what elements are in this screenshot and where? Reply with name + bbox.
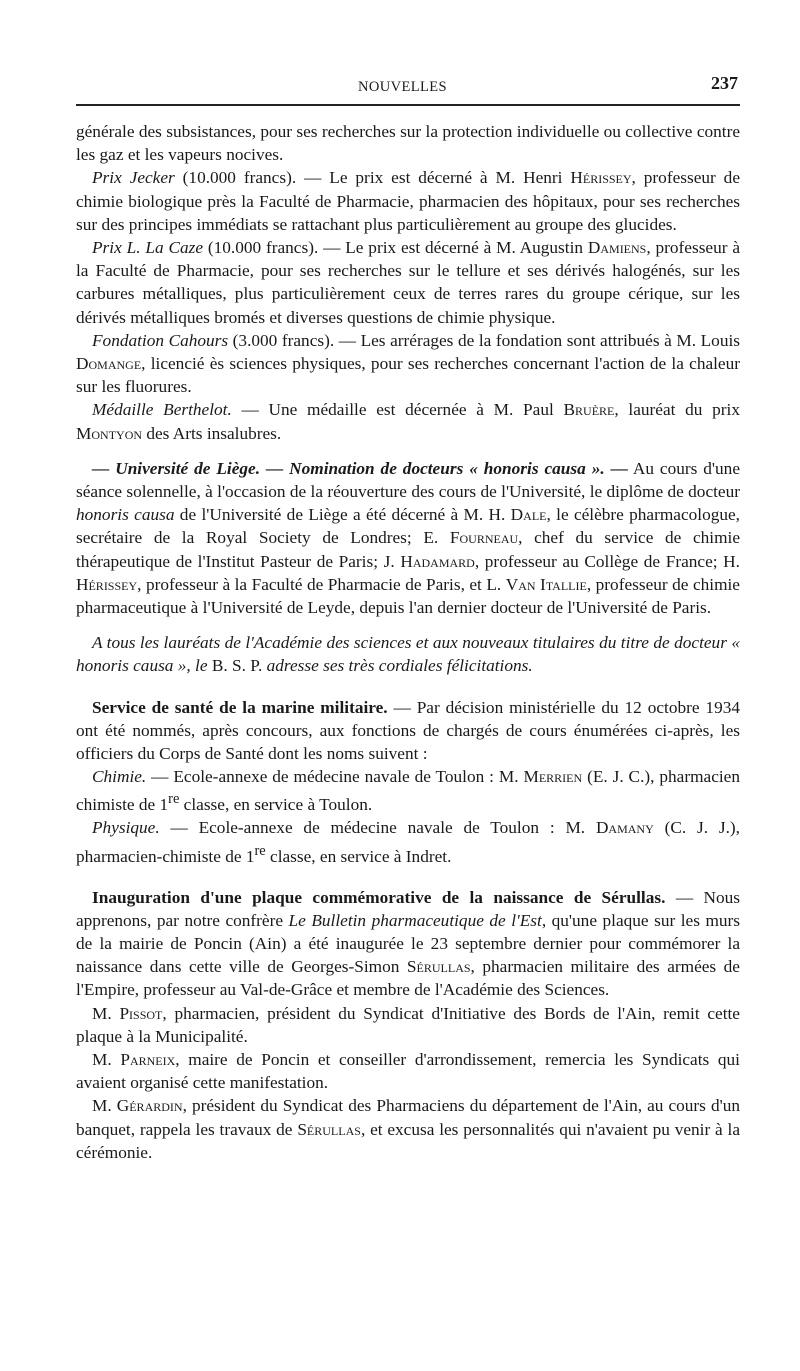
paragraph-felicitations: A tous les lauréats de l'Académie des sciences et aux nouveaux titulaires du titre de docteur « honoris causa », le B. S. P. adresse ses très cordiales félicitations.: [76, 633, 740, 676]
journal-title: Le Bulletin pharmaceutique de l'Est: [288, 910, 542, 930]
section-heading: Inauguration d'une plaque commémorative de la naissance de Sérullas.: [92, 887, 666, 907]
person-name: Merrien: [523, 767, 583, 787]
person-name: Van Itallie: [505, 574, 587, 594]
person-name: Sérullas: [406, 957, 471, 977]
paragraph-pissot: M. Pissot, pharmacien, président du Syndicat d'Initiative des Bords de l'Ain, remit cette plaque à la Municipalité.: [76, 1003, 740, 1046]
paragraph-medaille-berthelot: Médaille Berthelot. — Une médaille est décernée à M. Paul Bruère, lauréat du prix Montyon des Arts insalubres.: [76, 400, 740, 443]
prize-label: Prix Jecker: [92, 168, 175, 188]
person-name: Damany: [595, 818, 654, 838]
person-name: Hadamard: [400, 551, 475, 571]
prize-name: Montyon: [76, 423, 143, 443]
person-name: Bruère: [563, 400, 615, 420]
discipline-label: Chimie.: [92, 767, 147, 787]
prize-label: Médaille Berthelot.: [92, 400, 232, 420]
paragraph-chimie: Chimie. — Ecole-annexe de médecine navale de Toulon : M. Merrien (E. J. C.), pharmacien chimiste de 1re classe, en service à Toulon.: [76, 767, 740, 815]
person-name: Hérissey: [570, 168, 632, 188]
header-rule: [76, 104, 740, 106]
section-heading: Service de santé de la marine militaire.: [92, 697, 388, 717]
prize-label: Prix L. La Caze: [92, 238, 204, 258]
paragraph-physique: Physique. — Ecole-annexe de médecine navale de Toulon : M. Damany (C. J. J.), pharmacien-chimiste de 1re classe, en service à Indret.: [76, 818, 740, 866]
paragraph-continuation: générale des subsistances, pour ses recherches sur la protection individuelle ou collective contre les gaz et les vapeurs nocives.: [76, 122, 740, 165]
person-name: Dale: [510, 505, 547, 525]
paragraph-prix-jecker: Prix Jecker (10.000 francs). — Le prix est décerné à M. Henri Hérissey, professeur de chimie biologique près la Faculté de Pharmacie, pharmacien des hôpitaux, pour ses recherches sur des principes immédiats se rattachant plus particulièrement au groupe des glucides.: [76, 168, 740, 234]
person-name: Damiens: [587, 238, 647, 258]
journal-abbrev: B. S. P.: [211, 656, 263, 676]
paragraph-marine-militaire: Service de santé de la marine militaire. — Par décision ministérielle du 12 octobre 1934 ont été nommés, après concours, aux fonctions de chargés de cours énumérées ci-après, les officiers du Corps de Santé dont les noms suivent :: [76, 697, 740, 764]
paragraph-gerardin: M. Gérardin, président du Syndicat des Pharmaciens du département de l'Ain, au cours d'un banquet, rappela les travaux de Sérullas, et excusa les personnalités qui n'avaient pu venir à la cérémonie.: [76, 1096, 740, 1162]
discipline-label: Physique.: [92, 818, 160, 838]
person-name: Pissot: [119, 1003, 163, 1023]
person-name: Domange: [76, 354, 142, 374]
person-name: Sérullas: [297, 1119, 361, 1139]
paragraph-fondation-cahours: Fondation Cahours (3.000 francs). — Les arrérages de la fondation sont attribués à M. Louis Domange, licencié ès sciences physiques, pour ses recherches concernant l'action de la chaleur sur les fluorures.: [76, 330, 740, 397]
person-name: Hérissey: [76, 574, 138, 594]
person-name: Gérardin: [116, 1096, 183, 1116]
document-page: [76, 68, 740, 1164]
page-number: 237: [711, 73, 738, 93]
running-title: NOUVELLES: [358, 79, 447, 95]
paragraph-prix-lacaze: Prix L. La Caze (10.000 francs). — Le prix est décerné à M. Augustin Damiens, professeur à la Faculté de Pharmacie, pour ses recherches sur le tellure et ses dérivés halogénés, sur les carbures métalliques, plus particulièrement ceux de terres rares du groupe cérique, sur les dérivés métalliques bromés et diverses questions de chimie physique.: [76, 238, 741, 327]
person-name: Parneix: [120, 1050, 176, 1070]
paragraph-plaque-serullas: Inauguration d'une plaque commémorative de la naissance de Sérullas. — Nous apprenons, par notre confrère Le Bulletin pharmaceutique de l'Est, qu'une plaque sur les murs de la mairie de Poncin (Ain) a été inaugurée le 23 septembre dernier pour commémorer la naissance dans cette ville de Georges-Simon Sérullas, pharmacien militaire des armées de l'Empire, professeur au Val-de-Grâce et membre de l'Académie des Sciences.: [76, 887, 741, 1000]
section-heading: — Université de Liège. — Nomination de docteurs « honoris causa ». —: [92, 458, 628, 478]
prize-label: Fondation Cahours: [92, 330, 229, 350]
paragraph-parneix: M. Parneix, maire de Poncin et conseiller d'arrondissement, remercia les Syndicats qui avaient organisé cette manifestation.: [76, 1050, 740, 1093]
paragraph-universite-liege: — Université de Liège. — Nomination de docteurs « honoris causa ». — Au cours d'une séance solennelle, à l'occasion de la réouverture des cours de l'Université, le diplôme de docteur honoris causa de l'Université de Liège a été décerné à M. H. Dale, le célèbre pharmacologue, secrétaire de la Royal Society de Londres; E. Fourneau, chef du service de chimie thérapeutique de l'Institut Pasteur de Paris; J. Hadamard, professeur au Collège de France; H. Hérissey, professeur à la Faculté de Pharmacie de Paris, et L. Van Itallie, professeur de chimie pharmaceutique à l'Université de Leyde, depuis l'an dernier docteur de l'Université de Paris.: [76, 458, 740, 618]
page-header: [76, 68, 740, 100]
person-name: Fourneau: [449, 528, 519, 548]
